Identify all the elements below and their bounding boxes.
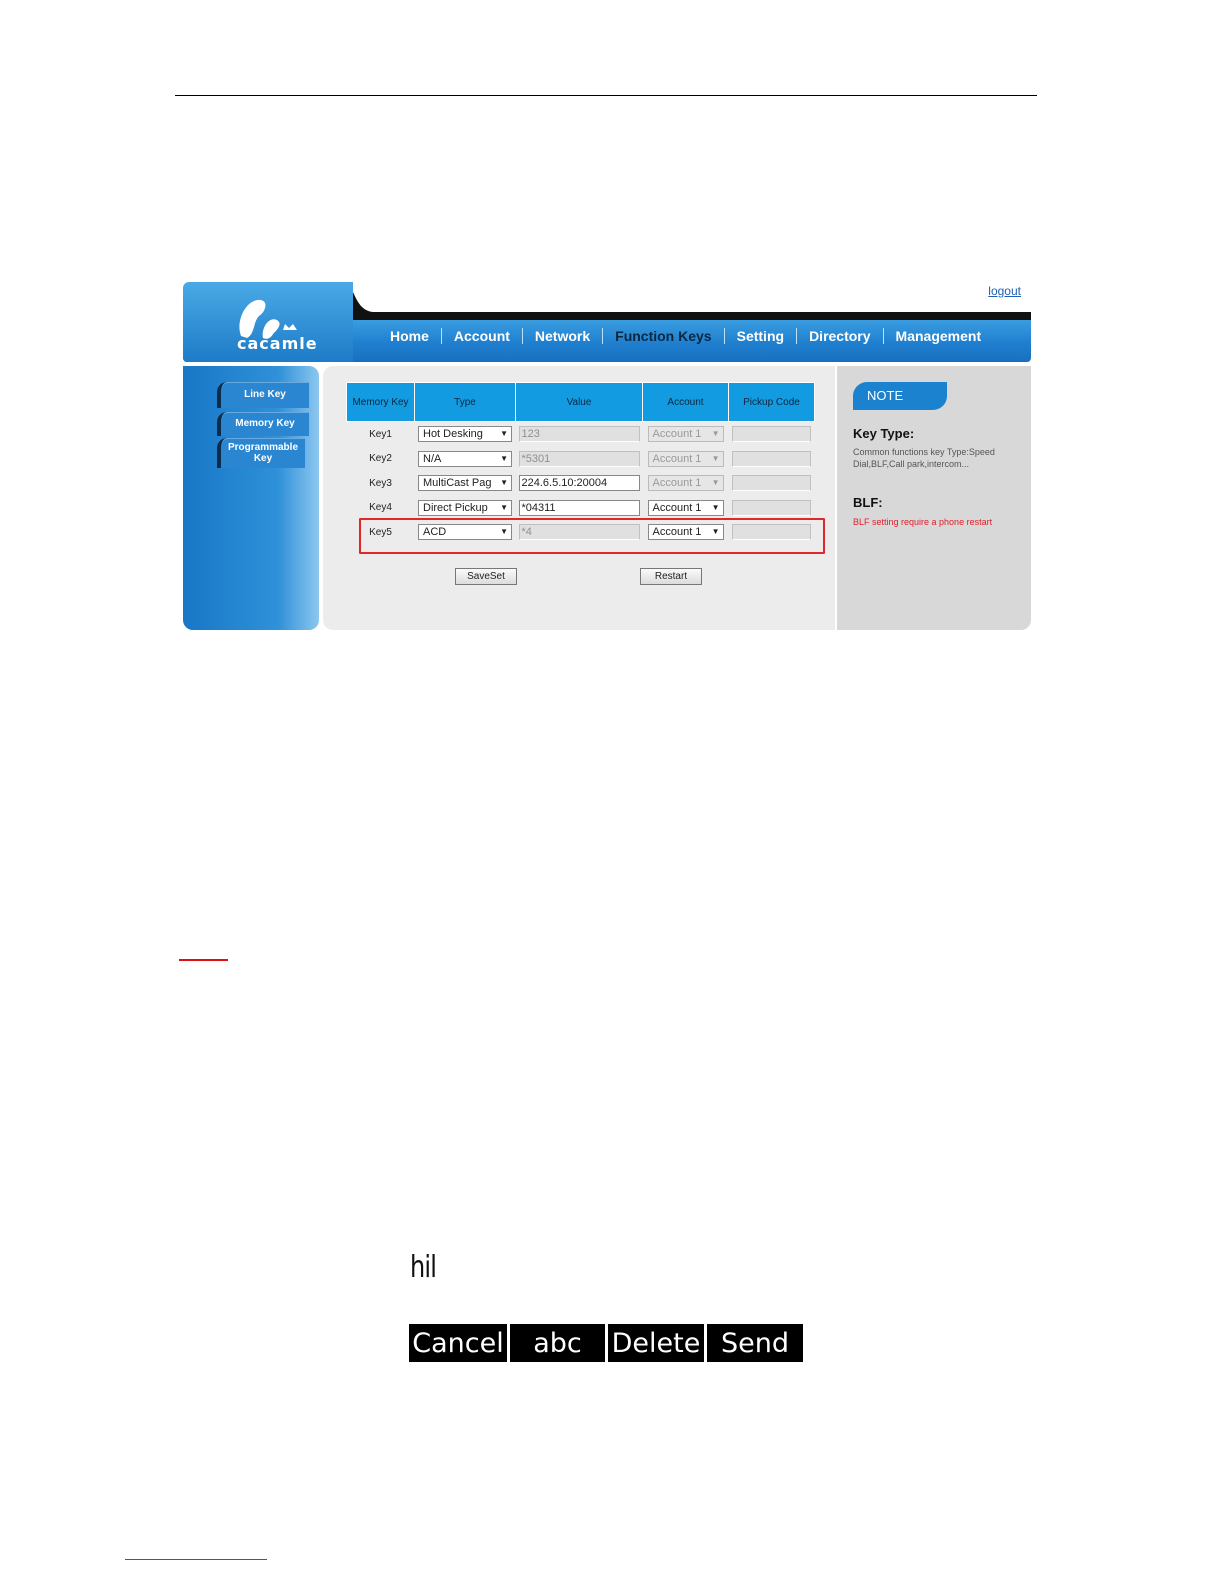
account-value: Account 1: [652, 428, 702, 441]
account-select[interactable]: [648, 426, 724, 442]
type-value: Direct Pickup: [423, 501, 488, 514]
key-label: Key3: [369, 477, 392, 489]
logo-text: cacamle: [237, 334, 318, 353]
col-type: Type: [415, 383, 516, 422]
blf-title: BLF:: [853, 495, 883, 510]
table-row: [347, 496, 815, 521]
phone-input-text: hil: [410, 1250, 437, 1285]
dropdown-arrow-icon: ▼: [711, 527, 720, 537]
key-label: Key2: [369, 453, 392, 465]
sidebar: [183, 366, 319, 630]
type-value: MultiCast Pag: [423, 477, 492, 490]
dropdown-arrow-icon: ▼: [500, 527, 508, 537]
pickup-code-input[interactable]: [732, 426, 811, 442]
banner-dark-curve: [333, 282, 1031, 324]
col-value: Value: [516, 383, 643, 422]
value-input[interactable]: *04311: [519, 500, 640, 516]
nav-function-keys[interactable]: Function Keys: [603, 328, 724, 344]
sidebar-item-programmable-key[interactable]: Programmable Key: [217, 438, 305, 468]
type-select[interactable]: [418, 451, 512, 467]
type-select[interactable]: [418, 426, 512, 442]
pickup-code-input[interactable]: [732, 500, 811, 516]
nav-setting[interactable]: Setting: [725, 328, 797, 344]
type-select[interactable]: [418, 500, 512, 516]
col-account: Account: [643, 383, 729, 422]
logo-area: [183, 282, 353, 362]
value-input[interactable]: 224.6.5.10:20004: [519, 475, 640, 491]
main-nav: [378, 328, 993, 344]
type-value: ACD: [423, 526, 447, 539]
phone-softkey-bar: [409, 1324, 803, 1362]
dropdown-arrow-icon: ▼: [711, 453, 720, 463]
value-input[interactable]: 123: [519, 426, 640, 442]
softkey-send[interactable]: Send: [707, 1324, 803, 1362]
table-row: [347, 471, 815, 496]
logout-link[interactable]: logout: [988, 284, 1021, 298]
memory-key-panel: [323, 366, 835, 630]
sidebar-item-line-key[interactable]: Line Key: [217, 382, 309, 408]
nav-account[interactable]: Account: [442, 328, 523, 344]
account-select[interactable]: [648, 500, 724, 516]
key-type-text: Common functions key Type:Speed Dial,BLF,Call park,intercom...: [853, 447, 995, 469]
red-underline-mark: [179, 959, 228, 961]
value-input[interactable]: *4: [519, 524, 640, 540]
type-value: N/A: [423, 452, 442, 465]
type-select[interactable]: [418, 475, 512, 491]
dropdown-arrow-icon: ▼: [500, 429, 508, 439]
account-select[interactable]: [648, 475, 724, 491]
dropdown-arrow-icon: ▼: [711, 429, 720, 439]
note-panel: [837, 366, 1031, 630]
type-value: Hot Desking: [423, 428, 483, 441]
sidebar-item-memory-key[interactable]: Memory Key: [217, 412, 309, 436]
nav-management[interactable]: Management: [895, 328, 982, 344]
dropdown-arrow-icon: ▼: [500, 453, 508, 463]
dropdown-arrow-icon: ▼: [500, 478, 508, 488]
restart-button[interactable]: Restart: [640, 568, 702, 585]
value-input[interactable]: *5301: [519, 451, 640, 467]
pickup-code-input[interactable]: [732, 475, 811, 491]
key-label: Key5: [369, 526, 392, 538]
nav-home[interactable]: Home: [378, 328, 442, 344]
account-value: Account 1: [652, 501, 702, 514]
account-value: Account 1: [652, 526, 702, 539]
key-type-title: Key Type:: [853, 426, 915, 441]
col-pickup-code: Pickup Code: [729, 383, 815, 422]
key5-highlight-box: [359, 518, 825, 554]
dropdown-arrow-icon: ▼: [711, 502, 720, 512]
softkey-delete[interactable]: Delete: [608, 1324, 704, 1362]
account-value: Account 1: [652, 452, 702, 465]
col-memory-key: Memory Key: [347, 383, 415, 422]
saveset-button[interactable]: SaveSet: [455, 568, 517, 585]
dropdown-arrow-icon: ▼: [711, 478, 720, 488]
key-label: Key4: [369, 502, 392, 514]
key-label: Key1: [369, 428, 392, 440]
blf-warning-text: BLF setting require a phone restart: [853, 517, 993, 527]
note-tab: NOTE: [853, 382, 947, 410]
account-select[interactable]: [648, 451, 724, 467]
table-row: [347, 447, 815, 472]
nav-directory[interactable]: Directory: [797, 328, 883, 344]
table-row: [347, 422, 815, 447]
softkey-cancel[interactable]: Cancel: [409, 1324, 507, 1362]
softkey-abc[interactable]: abc: [510, 1324, 605, 1362]
footer-link-underline: [125, 1559, 267, 1560]
account-value: Account 1: [652, 477, 702, 490]
nav-network[interactable]: Network: [523, 328, 603, 344]
pickup-code-input[interactable]: [732, 451, 811, 467]
web-ui-screenshot: [183, 282, 1031, 630]
dropdown-arrow-icon: ▼: [500, 502, 508, 512]
page-header-rule: [175, 95, 1037, 96]
